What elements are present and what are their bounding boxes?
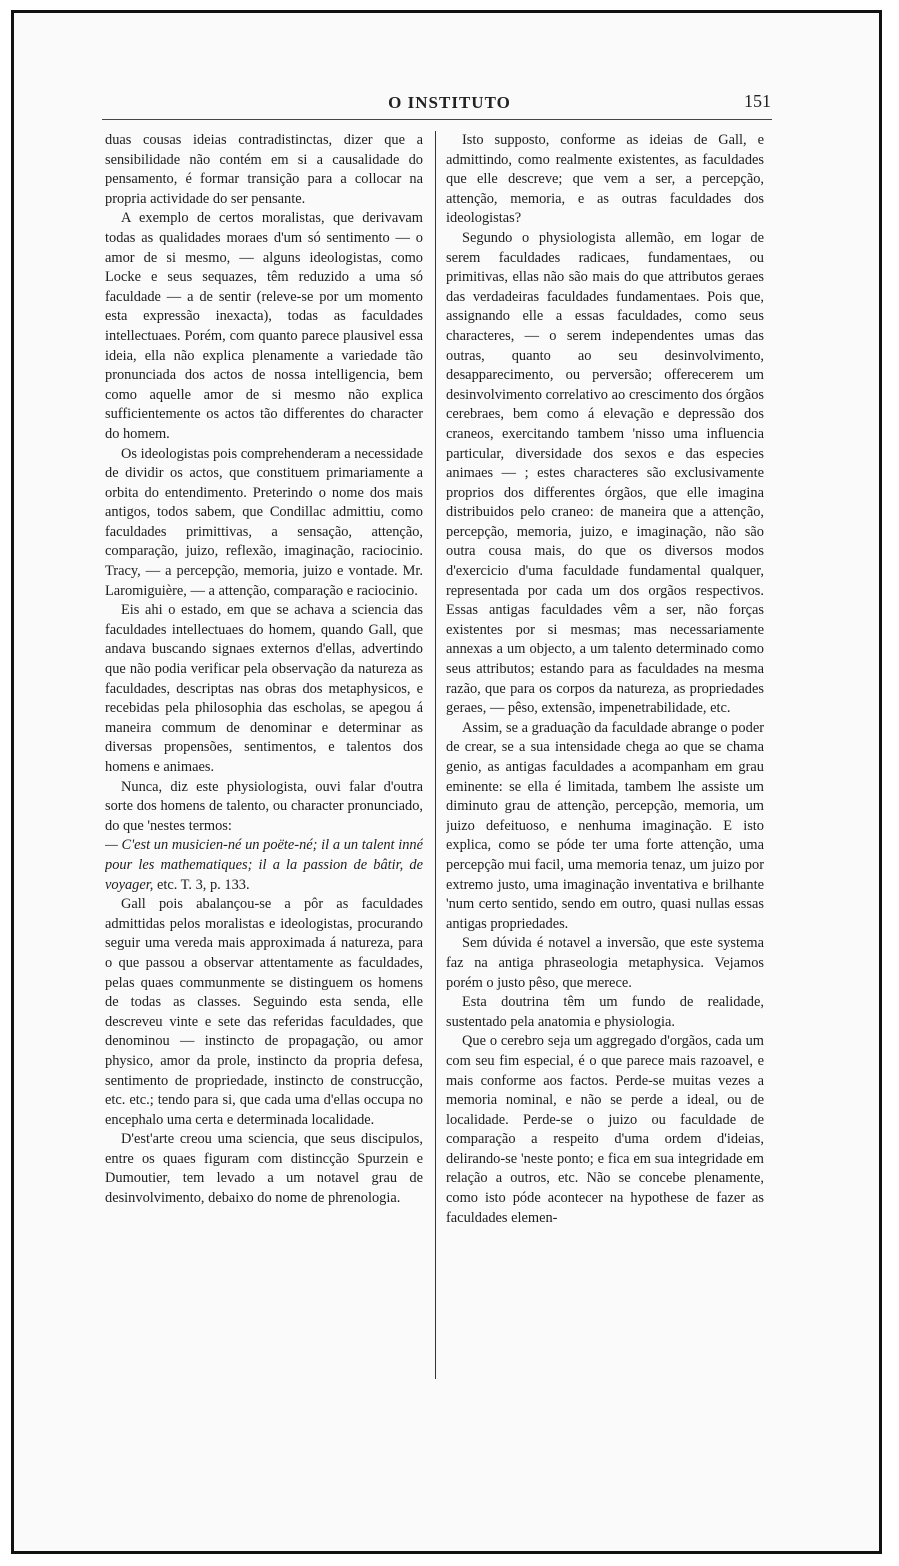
- paragraph: Esta doutrina têm um fundo de realidade, sustentado pela anatomia e physiologia.: [446, 994, 764, 1030]
- paragraph: Gall pois abalançou-se a pôr as faculdades admittidas pelos moralistas e ideologistas, procurando seguir uma vereda mais approximada á natureza, para o que passou a observar attentamente as faculdades, pelas quaes communmente se distinguem os homens de todas as classes. Seguindo esta senda, elle descreveu vinte e sete das referidas faculdades, que denominou — instincto de propagação, ou amor physico, amor da prole, instincto da propria defesa, sentimento de propriedade, instincto de construcção, etc. etc.; tendo para si, que cada uma d'ellas occupa no encephalo uma certa e determinada localidade.: [105, 896, 423, 1128]
- page-number: 151: [744, 91, 771, 111]
- page-header: [14, 85, 885, 115]
- paragraph: A exemplo de certos moralistas, que derivavam todas as qualidades moraes d'um só sentimento — o amor de si mesmo, — alguns ideologistas, como Locke e seus sequazes, têm reduzido a uma só faculdade — a de sentir (releve-se por um momento esta expressão inexacta), todas as faculdades intellectuaes. Porém, com quanto parece plausivel essa ideia, ella não explica plenamente a variedade tão pronunciada dos actos de nossa intelligencia, bem como aquelle amor de si mesmo não explica sufficientemente os actos tão differentes do character do homem.: [105, 210, 423, 442]
- quote-reference: etc. T. 3, p. 133.: [156, 876, 250, 893]
- quote-paragraph: [105, 836, 423, 895]
- paragraph: Os ideologistas pois comprehenderam a necessidade de dividir os actos, que constituem primariamente a orbita do entendimento. Preterindo o nome dos mais antigos, todos sabem, que Condillac admittiu, como faculdades primittivas, a sensação, attenção, comparação, juizo, reflexão, imaginação, raciocinio. Tracy, — a percepção, memoria, juizo e vontade. Mr. Laromiguière, — a attenção, comparação e raciocinio.: [105, 445, 423, 599]
- running-title: O INSTITUTO: [388, 93, 511, 112]
- paragraph: D'est'arte creou uma sciencia, que seus discipulos, entre os quaes figuram com distincção Spurzein e Dumoutier, tem levado a um notavel grau de desinvolvimento, debaixo do nome de phrenologia.: [105, 1131, 423, 1207]
- quote-text: — C'est un musicien-né un poëte-né; il a un talent inné pour les mathematiques; il a la passion de bâtir, de voyager,: [105, 837, 423, 893]
- column-divider: [435, 131, 436, 1379]
- right-column: [446, 131, 764, 1381]
- page-sheet: [11, 10, 882, 1554]
- paragraph: Sem dúvida é notavel a inversão, que este systema faz na antiga phraseologia metaphysica. Vejamos porém o justo pêso, que merece.: [446, 935, 764, 991]
- paragraph: Nunca, diz este physiologista, ouvi falar d'outra sorte dos homens de talento, ou character pronunciado, do que 'nestes termos:: [105, 778, 423, 834]
- paragraph: Assim, se a graduação da faculdade abrange o poder de crear, se a sua intensidade chega ao que se chama genio, as antigas faculdades a acompanham em grau eminente: se ella é limitada, tambem lhe assiste um diminuto grau de attenção, percepção, memoria, um juizo defeituoso, e nenhuma imaginação. E isto explica, como se póde ter uma forte attenção, uma percepção mui facil, uma memoria tenaz, um juizo por extremo justo, uma imaginação inventativa e brilhante 'num certo sentido, sendo em outro, quasi nullas essas antigas propriedades.: [446, 719, 764, 932]
- header-rule: [102, 119, 772, 120]
- paragraph: Segundo o physiologista allemão, em logar de serem faculdades radicaes, fundamentaes, ou primitivas, ellas não são mais do que attributos geraes das verdadeiras faculdades fundamentaes. Pois que, assignando elle a essas faculdades, como seus characteres, — o serem independentes umas das outras, quanto ao seu desinvolvimento, desapparecimento, ou perversão; offerecerem um desinvolvimento correlativo ao crescimento dos órgãos cerebraes, bem como á elevação e depressão dos craneos, exercitando tambem 'nisso uma influencia particular, diversidade dos sexos e das especies animaes — ; estes characteres são exclusivamente proprios dos differentes órgãos, que elle imagina distribuidos pelo craneo: de maneira que a attenção, percepção, memoria, juizo, e imaginação, não são outra cousa mais, do que os diversos modos d'exercicio d'uma faculdade fundamental qualquer, representada por cada um dos orgãos respectivos. Essas antigas faculdades vêm a ser, não forças existentes por si mesmas; mas necessariamente annexas a um objecto, a um talento determinado como seus attributos; estando para as faculdades na mesma razão, que para os corpos da natureza, as propriedades geraes, — pêso, extensão, impenetrabilidade, etc.: [446, 229, 764, 717]
- paragraph: duas cousas ideias contradistinctas, dizer que a sensibilidade não contém em si a causalidade do pensamento, é formar transição para a collocar na propria actividade do ser pensante.: [105, 132, 423, 207]
- paragraph: Que o cerebro seja um aggregado d'orgãos, cada um com seu fim especial, é o que parece mais razoavel, e mais conforme aos factos. Perde-se muitas vezes a memoria nominal, e não se perde a ideal, ou de localidade. Perde-se o juizo ou faculdade de comparação a respeito d'uma ordem d'ideias, delirando-se 'neste ponto; e fica em sua integridade em relação a outros, etc. Não se concebe plenamente, como isto póde acontecer na hypothese de fazer as faculdades elemen-: [446, 1033, 764, 1226]
- left-column: [105, 131, 423, 1381]
- paragraph: Eis ahi o estado, em que se achava a sciencia das faculdades intellectuaes do homem, quando Gall, que andava buscando signaes externos d'ellas, advertindo que não podia verificar pela observação da natureza as faculdades, descriptas nas obras dos metaphysicos, e recebidas pela philosophia das escholas, se apegou á maneira commum de denominar e determinar as diversas propensões, sentimentos, e talentos dos homens e animaes.: [105, 602, 423, 775]
- paragraph: Isto supposto, conforme as ideias de Gall, e admittindo, como realmente existentes, as faculdades que elle descreve; que vem a ser, a percepção, attenção, memoria, e as outras faculdades dos ideologistas?: [446, 132, 764, 227]
